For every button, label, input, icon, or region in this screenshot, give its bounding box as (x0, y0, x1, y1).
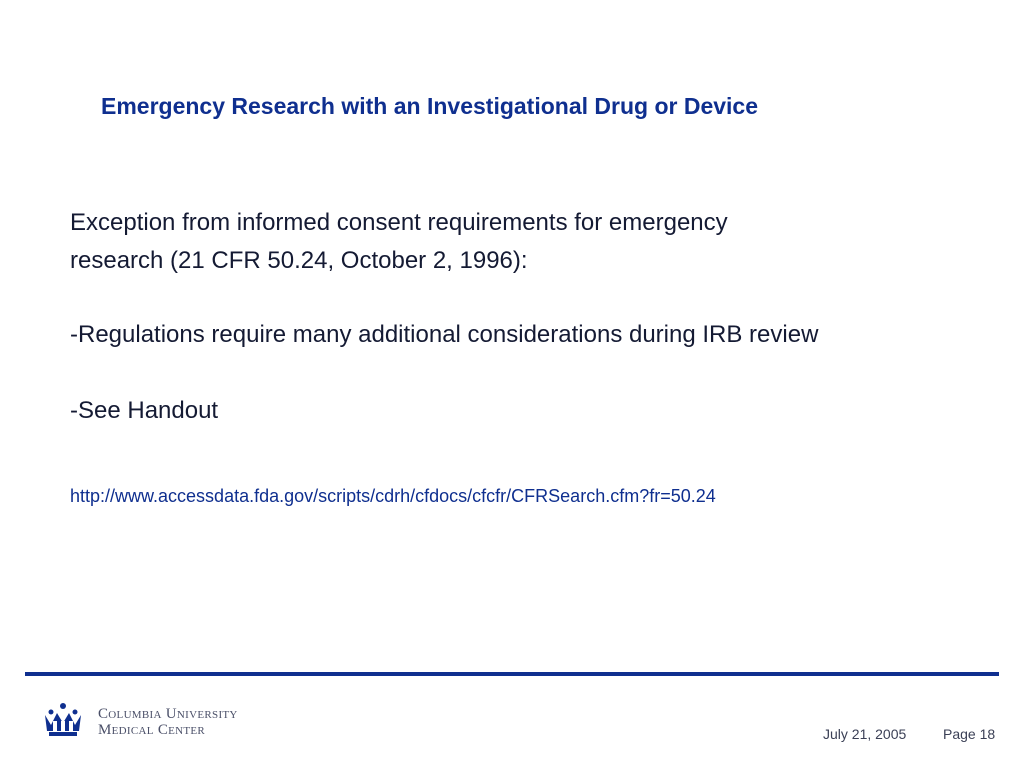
fda-regulation-link[interactable]: http://www.accessdata.fda.gov/scripts/cdrh/cfdocs/cfcfr/CFRSearch.cfm?fr=50.24 (70, 486, 716, 506)
intro-text (70, 204, 728, 280)
org-name: Columbia University (98, 706, 238, 722)
columbia-logo (43, 701, 273, 741)
intro-line-1: Exception from informed consent requirements for emergency (70, 209, 728, 236)
intro-line-2: research (21 CFR 50.24, October 2, 1996): (70, 247, 528, 274)
org-subname: Medical Center (98, 722, 206, 738)
bullet-handout: -See Handout (70, 397, 219, 424)
footer-divider (25, 672, 999, 676)
page-number: Page 18 (943, 726, 996, 742)
crown-icon (43, 701, 83, 739)
footer-date: July 21, 2005 (823, 726, 907, 742)
bullet-regulations: -Regulations require many additional considerations during IRB review (70, 321, 819, 348)
slide-title: Emergency Research with an Investigational Drug or Device (101, 93, 758, 119)
